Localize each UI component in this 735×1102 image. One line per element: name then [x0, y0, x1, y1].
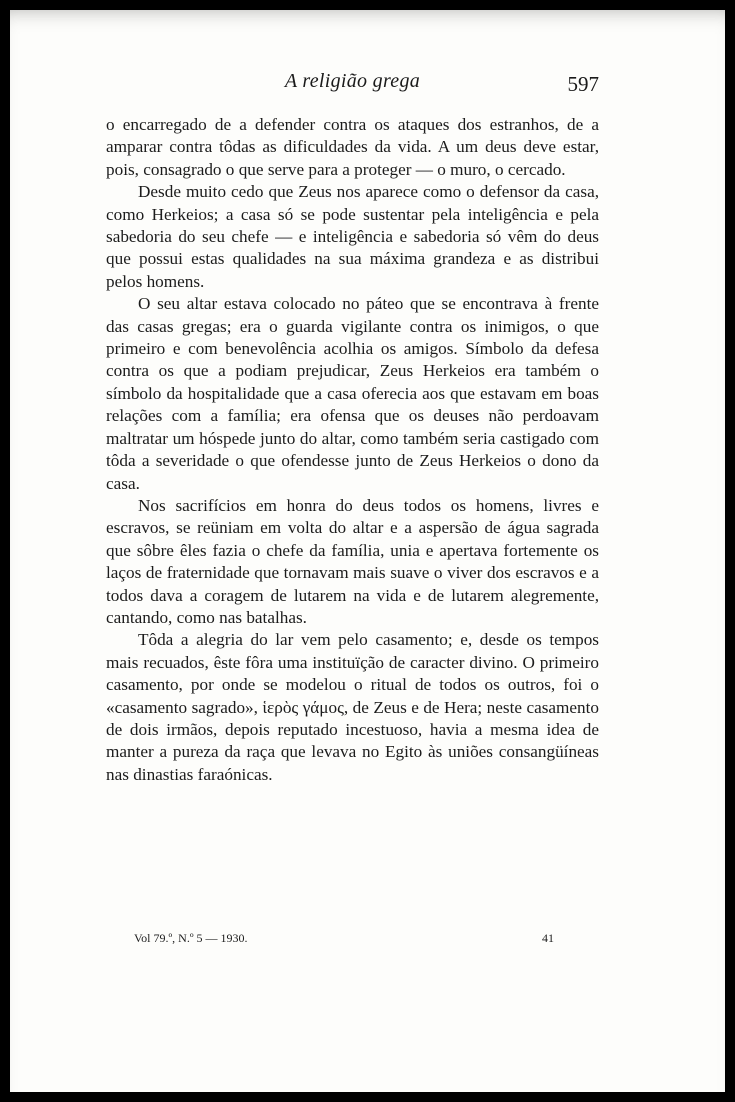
paragraph-2: Desde muito cedo que Zeus nos aparece como o defensor da casa, como Herkeios; a casa só se pode sustentar pela inteligência e pela sabedoria do seu chefe — e inteligência e sabedoria só vêm do deus que possui estas qualidades na sua máxima grandeza e as distribui pelos homens. [106, 182, 599, 291]
signature-mark: 41 [542, 931, 554, 945]
paragraph-1: o encarregado de a defender contra os ataques dos estranhos, de a amparar contra tôdas as dificuldades da vida. A um deus deve estar, pois, consagrado o que serve para a proteger — o muro, o cercado. [106, 115, 599, 179]
running-head [106, 70, 599, 100]
body-text [106, 114, 599, 786]
running-title: A religião grega [284, 70, 421, 92]
paragraph-4: Nos sacrifícios em honra do deus todos os homens, livres e escravos, se reüniam em volta do altar e a aspersão de água sagrada que sôbre êles fazia o chefe da família, unia e apertava fortemente os laços de fraternidade que tornavam mais suave o viver dos escravos e a todos dava a coragem de lutarem na vida e de lutarem alegremente, cantando, como nas batalhas. [106, 495, 599, 627]
paragraph-5: Tôda a alegria do lar vem pelo casamento; e, desde os tempos mais recuados, êste fôra uma instituïção de caracter divino. O primeiro casamento, por onde se modelou o ritual de todos os outros, foi o «casamento sagrado», ἱερὸς γάμος, de Zeus e de Hera; neste casamento de dois irmãos, depois reputado incestuoso, havia a mesma idea de manter a pureza da raça que levava no Egito às uniões consangüíneas nas dinastias faraónicas. [106, 630, 599, 784]
paragraph-3: O seu altar estava colocado no páteo que se encontrava à frente das casas gregas; era o guarda vigilante contra os inimigos, o que primeiro e com benevolência acolhia os amigos. Símbolo da defesa contra os que a podiam prejudicar, Zeus Herkeios era também o símbolo da hospitalidade que a casa oferecia aos que estavam em boas relações com a família; era ofensa que os deuses não perdoavam maltratar um hóspede junto do altar, como também seria castigado com tôda a severidade o que ofendesse junto de Zeus Herkeios o dono da casa. [106, 294, 599, 493]
page-number: 597 [567, 72, 599, 96]
volume-line: Vol 79.º, N.º 5 — 1930. [134, 931, 248, 945]
book-page [10, 10, 725, 1092]
